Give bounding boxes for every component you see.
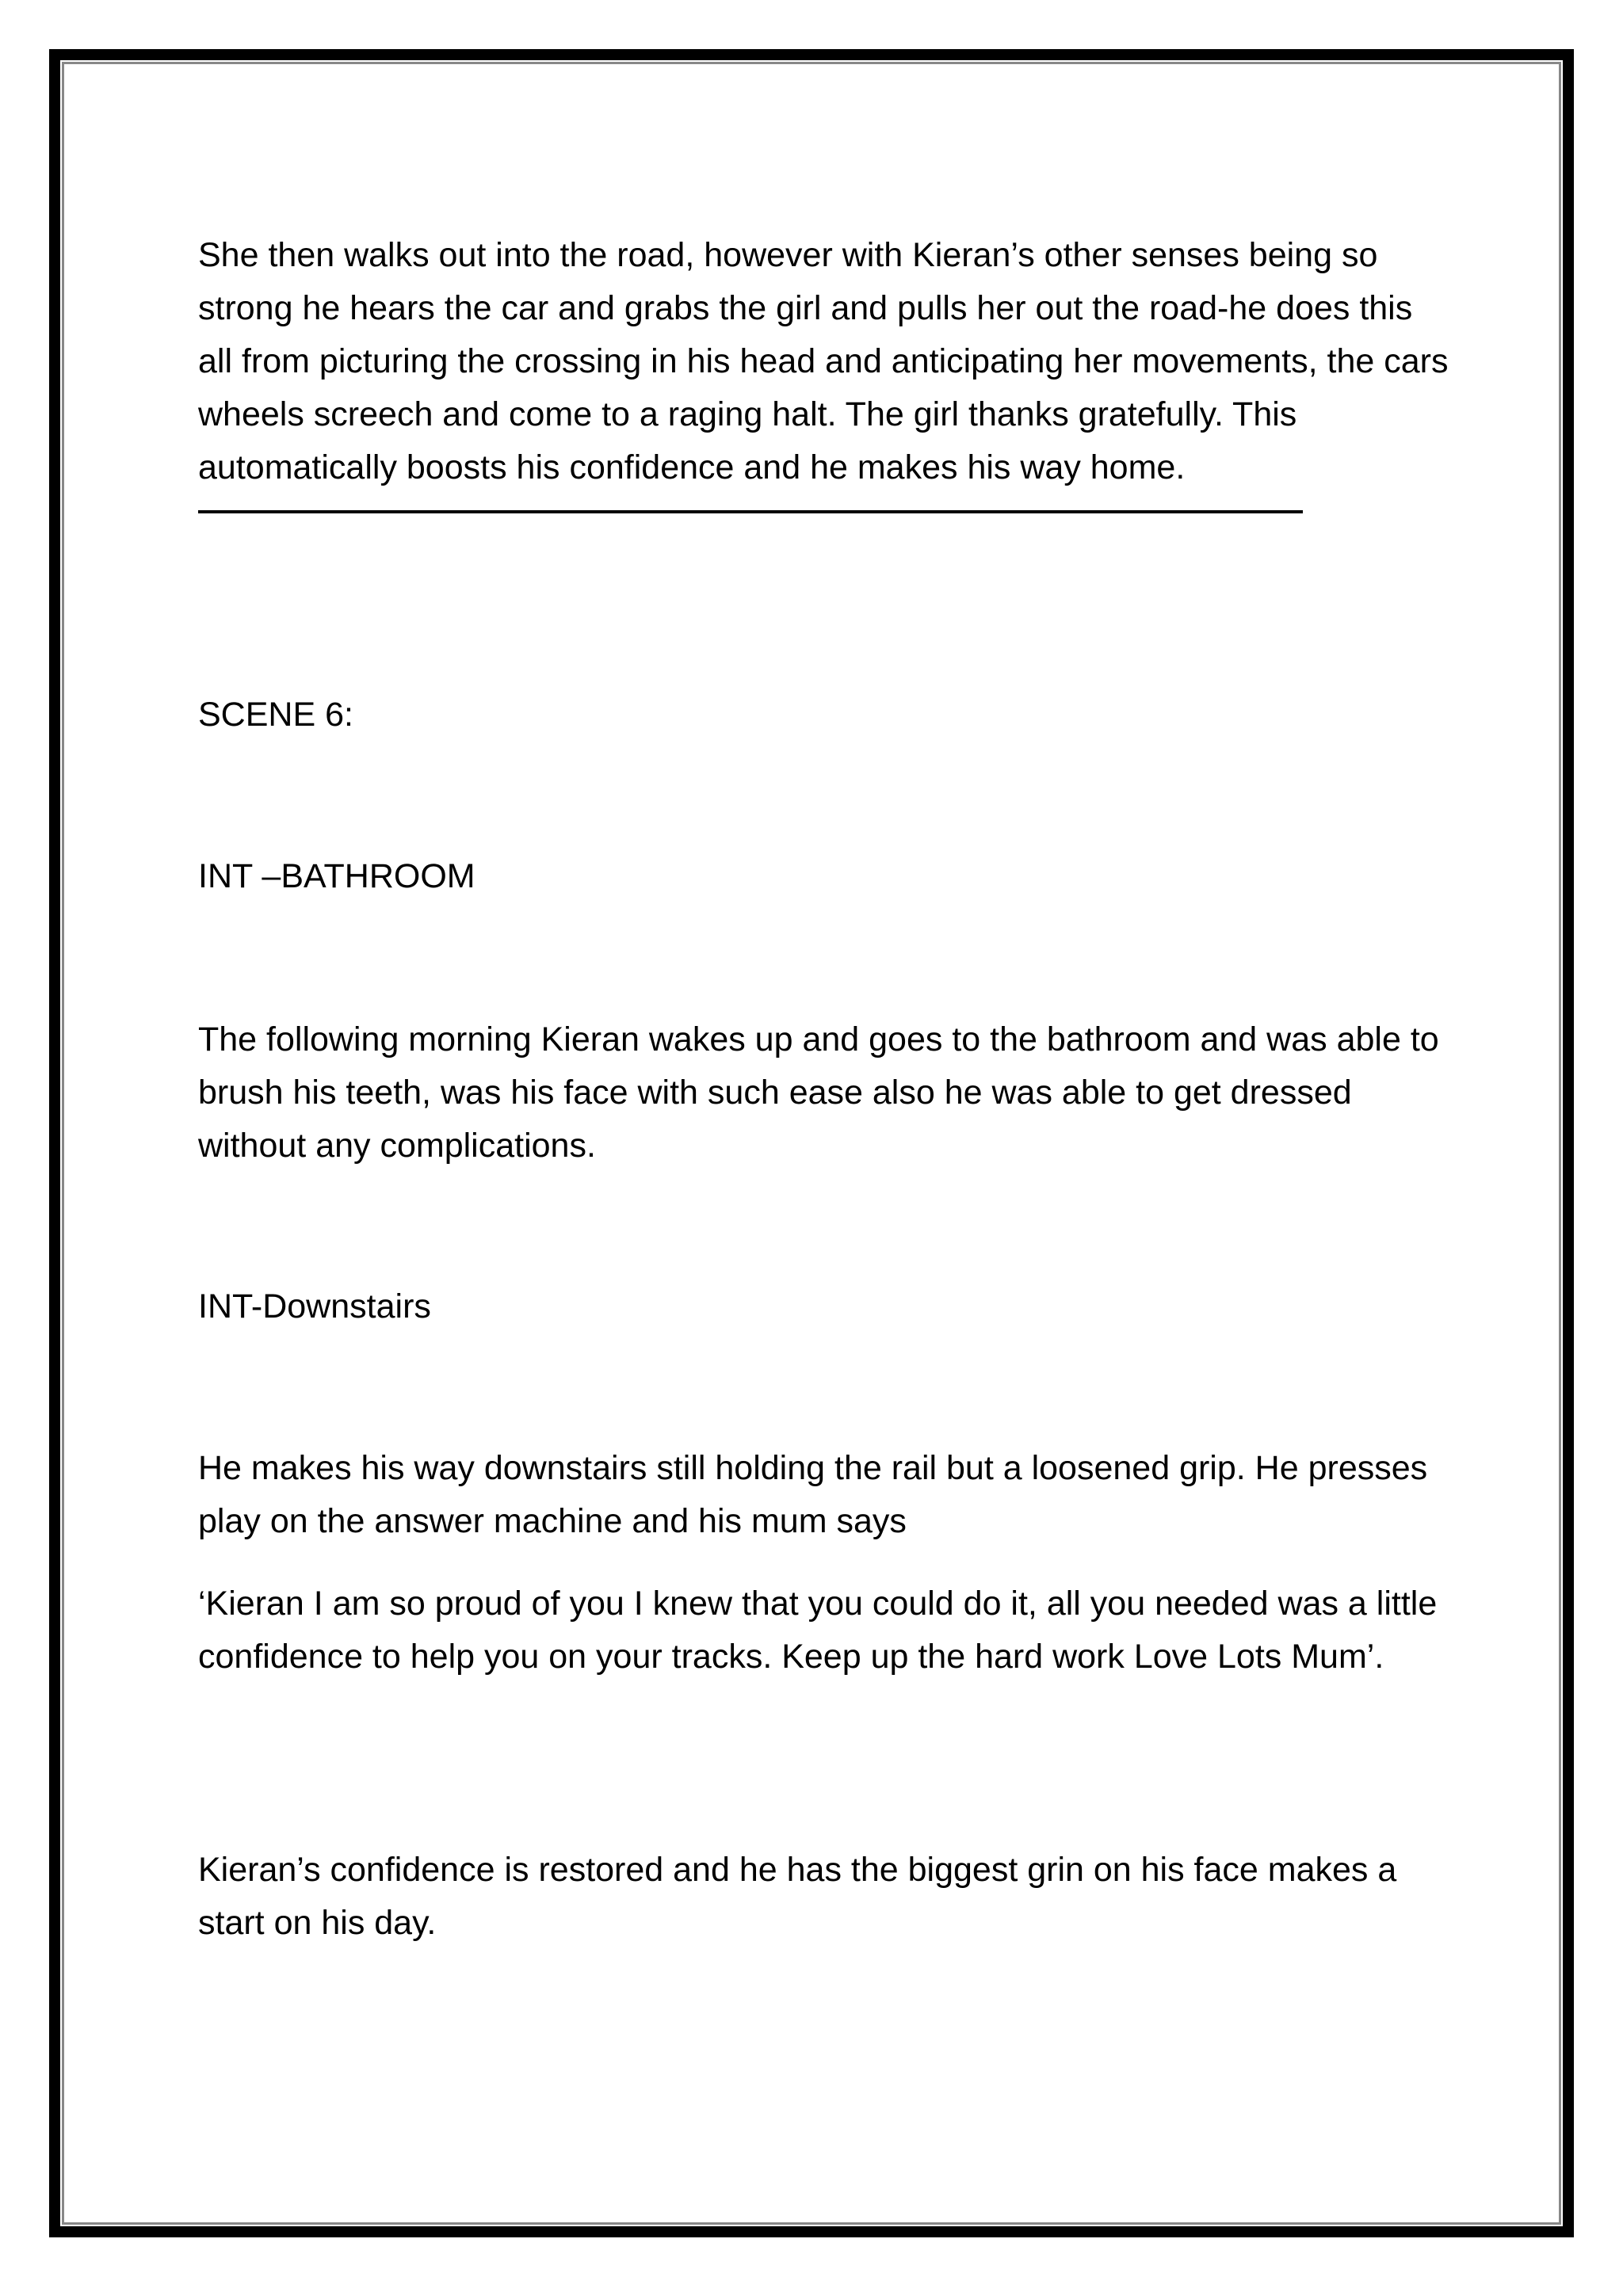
location-downstairs bbox=[198, 1246, 1450, 1367]
location-text: INT-Downstairs bbox=[198, 1287, 431, 1325]
paragraph-text: He makes his way downstairs still holding the rail but a loosened grip. He presses play on the answer machine and his mum says bbox=[198, 1449, 1428, 1540]
paragraph-confidence-restored bbox=[198, 1810, 1450, 1984]
paragraph-text: She then walks out into the road, however with Kieran’s other senses being so strong he hears the car and grabs the girl and pulls her out the road-he does this all from picturing the crossing in his head and anticipating her movements, the cars wheels screech and come to a raging halt. The girl thanks gratefully. This automatically boosts his confidence and he makes his way home. bbox=[198, 236, 1449, 486]
paragraph-text: Kieran’s confidence is restored and he has the biggest grin on his face makes a start on his day. bbox=[198, 1851, 1397, 1942]
location-bathroom bbox=[198, 816, 1450, 937]
scene-heading-text: SCENE 6: bbox=[198, 696, 353, 734]
scene-heading bbox=[198, 654, 1450, 776]
paragraph-morning bbox=[198, 979, 1450, 1207]
location-text: INT –BATHROOM bbox=[198, 857, 475, 895]
quote-text: ‘Kieran I am so proud of you I knew that you could do it, all you needed was a little confidence to help you on your tracks. Keep up the hard work Love Lots Mum’. bbox=[198, 1585, 1438, 1676]
paragraph-text: The following morning Kieran wakes up and goes to the bathroom and was able to brush his teeth, was his face with such ease also he was able to get dressed without any complications. bbox=[198, 1020, 1439, 1165]
section-divider bbox=[198, 510, 1303, 513]
paragraph-road-crossing bbox=[198, 195, 1450, 528]
quote-mum-message bbox=[198, 1543, 1450, 1718]
